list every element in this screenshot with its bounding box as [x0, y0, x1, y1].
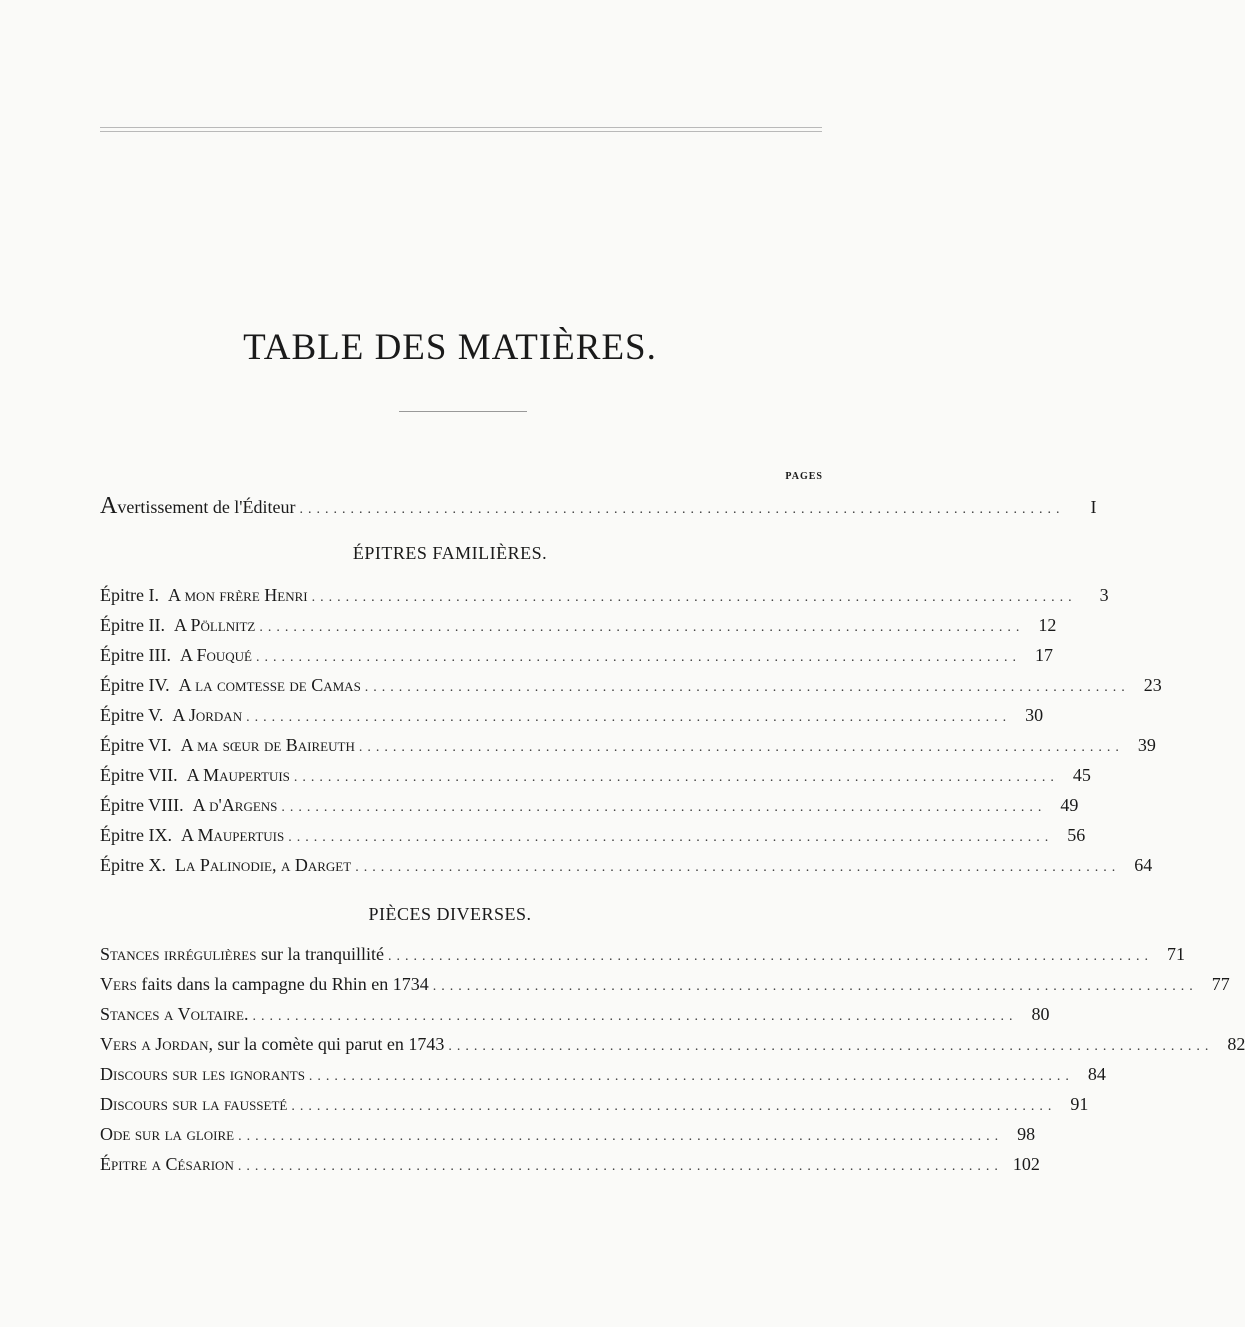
toc-entry[interactable] [100, 585, 1109, 611]
toc-entry[interactable] [100, 675, 1162, 701]
leader-dots: .......................................................................................... [299, 502, 1065, 517]
entry-prefix: Épitre IV. [100, 675, 170, 695]
entry-page: I [1090, 497, 1097, 517]
toc-entry-avertissement[interactable] [100, 493, 1097, 519]
toc-entry[interactable] [100, 735, 1156, 761]
toc-entry[interactable] [100, 974, 1230, 1000]
leader-dots: .......................................................................................... [281, 800, 1047, 815]
leader-dots: .......................................................................................... [293, 770, 1059, 785]
toc-entry[interactable] [100, 825, 1086, 851]
entry-prefix: Discours sur les ignorants [100, 1064, 305, 1084]
entry-prefix: Épitre II. [100, 615, 165, 635]
entry-prefix: Stances irrégulières [100, 944, 257, 964]
entry-page: 84 [1087, 1064, 1106, 1084]
entry-label: A Fouqué [179, 645, 252, 665]
toc-entry[interactable] [100, 944, 1185, 970]
entry-page: 56 [1067, 825, 1086, 845]
leader-dots: .......................................................................................... [291, 1099, 1057, 1114]
toc-entry[interactable] [100, 1004, 1050, 1030]
section-heading-pieces: PIÈCES DIVERSES. [368, 904, 532, 924]
leader-dots: .......................................................................................... [308, 1069, 1074, 1084]
entry-label: A d'Argens [192, 795, 278, 815]
entry-label: Avertissement de l'Éditeur [100, 493, 296, 519]
leader-dots: .......................................................................................... [246, 710, 1012, 725]
entry-prefix: Vers [100, 974, 137, 994]
entry-label: A Maupertuis [186, 765, 290, 785]
entry-prefix: Épitre VII. [100, 765, 178, 785]
entry-prefix: Stances a Voltaire. [100, 1004, 249, 1024]
entry-page: 64 [1134, 855, 1153, 875]
leader-dots: .......................................................................................... [237, 1159, 1003, 1174]
leader-dots: .......................................................................................... [448, 1039, 1214, 1054]
entry-page: 49 [1060, 795, 1079, 815]
entry-page: 77 [1211, 974, 1230, 994]
entry-prefix: Épitre VIII. [100, 795, 184, 815]
leader-dots: .......................................................................................... [432, 979, 1198, 994]
leader-dots: .......................................................................................... [387, 949, 1153, 964]
entry-page: 98 [1017, 1124, 1036, 1144]
top-rule [100, 127, 822, 135]
entry-page: 30 [1025, 705, 1044, 725]
entry-prefix: Épitre IX. [100, 825, 172, 845]
entry-label: A la comtesse de Camas [178, 675, 361, 695]
leader-dots: .......................................................................................... [311, 590, 1077, 605]
toc-entry[interactable] [100, 1094, 1089, 1120]
section-heading-epitres: ÉPITRES FAMILIÈRES. [352, 543, 548, 563]
toc-entry[interactable] [100, 645, 1053, 671]
entry-label: A Maupertuis [180, 825, 285, 845]
entry-page: 45 [1072, 765, 1091, 785]
entry-prefix: Épitre I. [100, 585, 159, 605]
toc-entry[interactable] [100, 1154, 1040, 1180]
entry-prefix: Épitre III. [100, 645, 171, 665]
entry-page: 17 [1034, 645, 1053, 665]
toc-entry[interactable] [100, 1064, 1106, 1090]
title-rule [399, 411, 527, 412]
entry-page: 12 [1038, 615, 1057, 635]
entry-label: sur la tranquillité [260, 944, 384, 964]
toc-entry[interactable] [100, 705, 1044, 731]
entry-label: A mon frère Henri [167, 585, 308, 605]
leader-dots: .......................................................................................... [288, 830, 1054, 845]
leader-dots: .......................................................................................... [238, 1129, 1004, 1144]
entry-prefix: Discours sur la fausseté [100, 1094, 288, 1114]
entry-label: A Pöllnitz [173, 615, 256, 635]
toc-entry[interactable] [100, 765, 1091, 791]
entry-page: 39 [1137, 735, 1156, 755]
toc-entry[interactable] [100, 615, 1057, 641]
toc-entry[interactable] [100, 855, 1153, 881]
entry-label: sur la comète qui parut en 1743 [217, 1034, 445, 1054]
entry-page: 71 [1166, 944, 1185, 964]
entry-page: 91 [1070, 1094, 1089, 1114]
leader-dots: .......................................................................................... [364, 680, 1130, 695]
toc-entry[interactable] [100, 1034, 1245, 1060]
entry-label: La Palinodie, a Darget [174, 855, 352, 875]
entry-prefix: Épitre X. [100, 855, 166, 875]
leader-dots: .......................................................................................... [355, 860, 1121, 875]
entry-label: faits dans la campagne du Rhin en 1734 [141, 974, 429, 994]
entry-page: 23 [1143, 675, 1162, 695]
entry-page: 102 [1012, 1154, 1040, 1174]
entry-label: A ma sœur de Baireuth [180, 735, 355, 755]
entry-page: 80 [1031, 1004, 1050, 1024]
toc-entry[interactable] [100, 795, 1079, 821]
entry-prefix: Épitre VI. [100, 735, 172, 755]
pages-column-label: PAGES [785, 471, 823, 482]
entry-page: 82 [1227, 1034, 1245, 1054]
leader-dots: .......................................................................................... [259, 620, 1025, 635]
leader-dots: .......................................................................................... [255, 650, 1021, 665]
entry-prefix: Vers a Jordan, [100, 1034, 213, 1054]
leader-dots: .......................................................................................... [252, 1009, 1018, 1024]
entry-page: 3 [1099, 585, 1109, 605]
leader-dots: .......................................................................................... [358, 740, 1124, 755]
toc-entry[interactable] [100, 1124, 1036, 1150]
entry-prefix: Épitre a Césarion [100, 1154, 234, 1174]
entry-prefix: Épitre V. [100, 705, 164, 725]
entry-prefix: Ode sur la gloire [100, 1124, 235, 1144]
page-title: TABLE DES MATIÈRES. [243, 327, 657, 368]
entry-label: A Jordan [172, 705, 243, 725]
